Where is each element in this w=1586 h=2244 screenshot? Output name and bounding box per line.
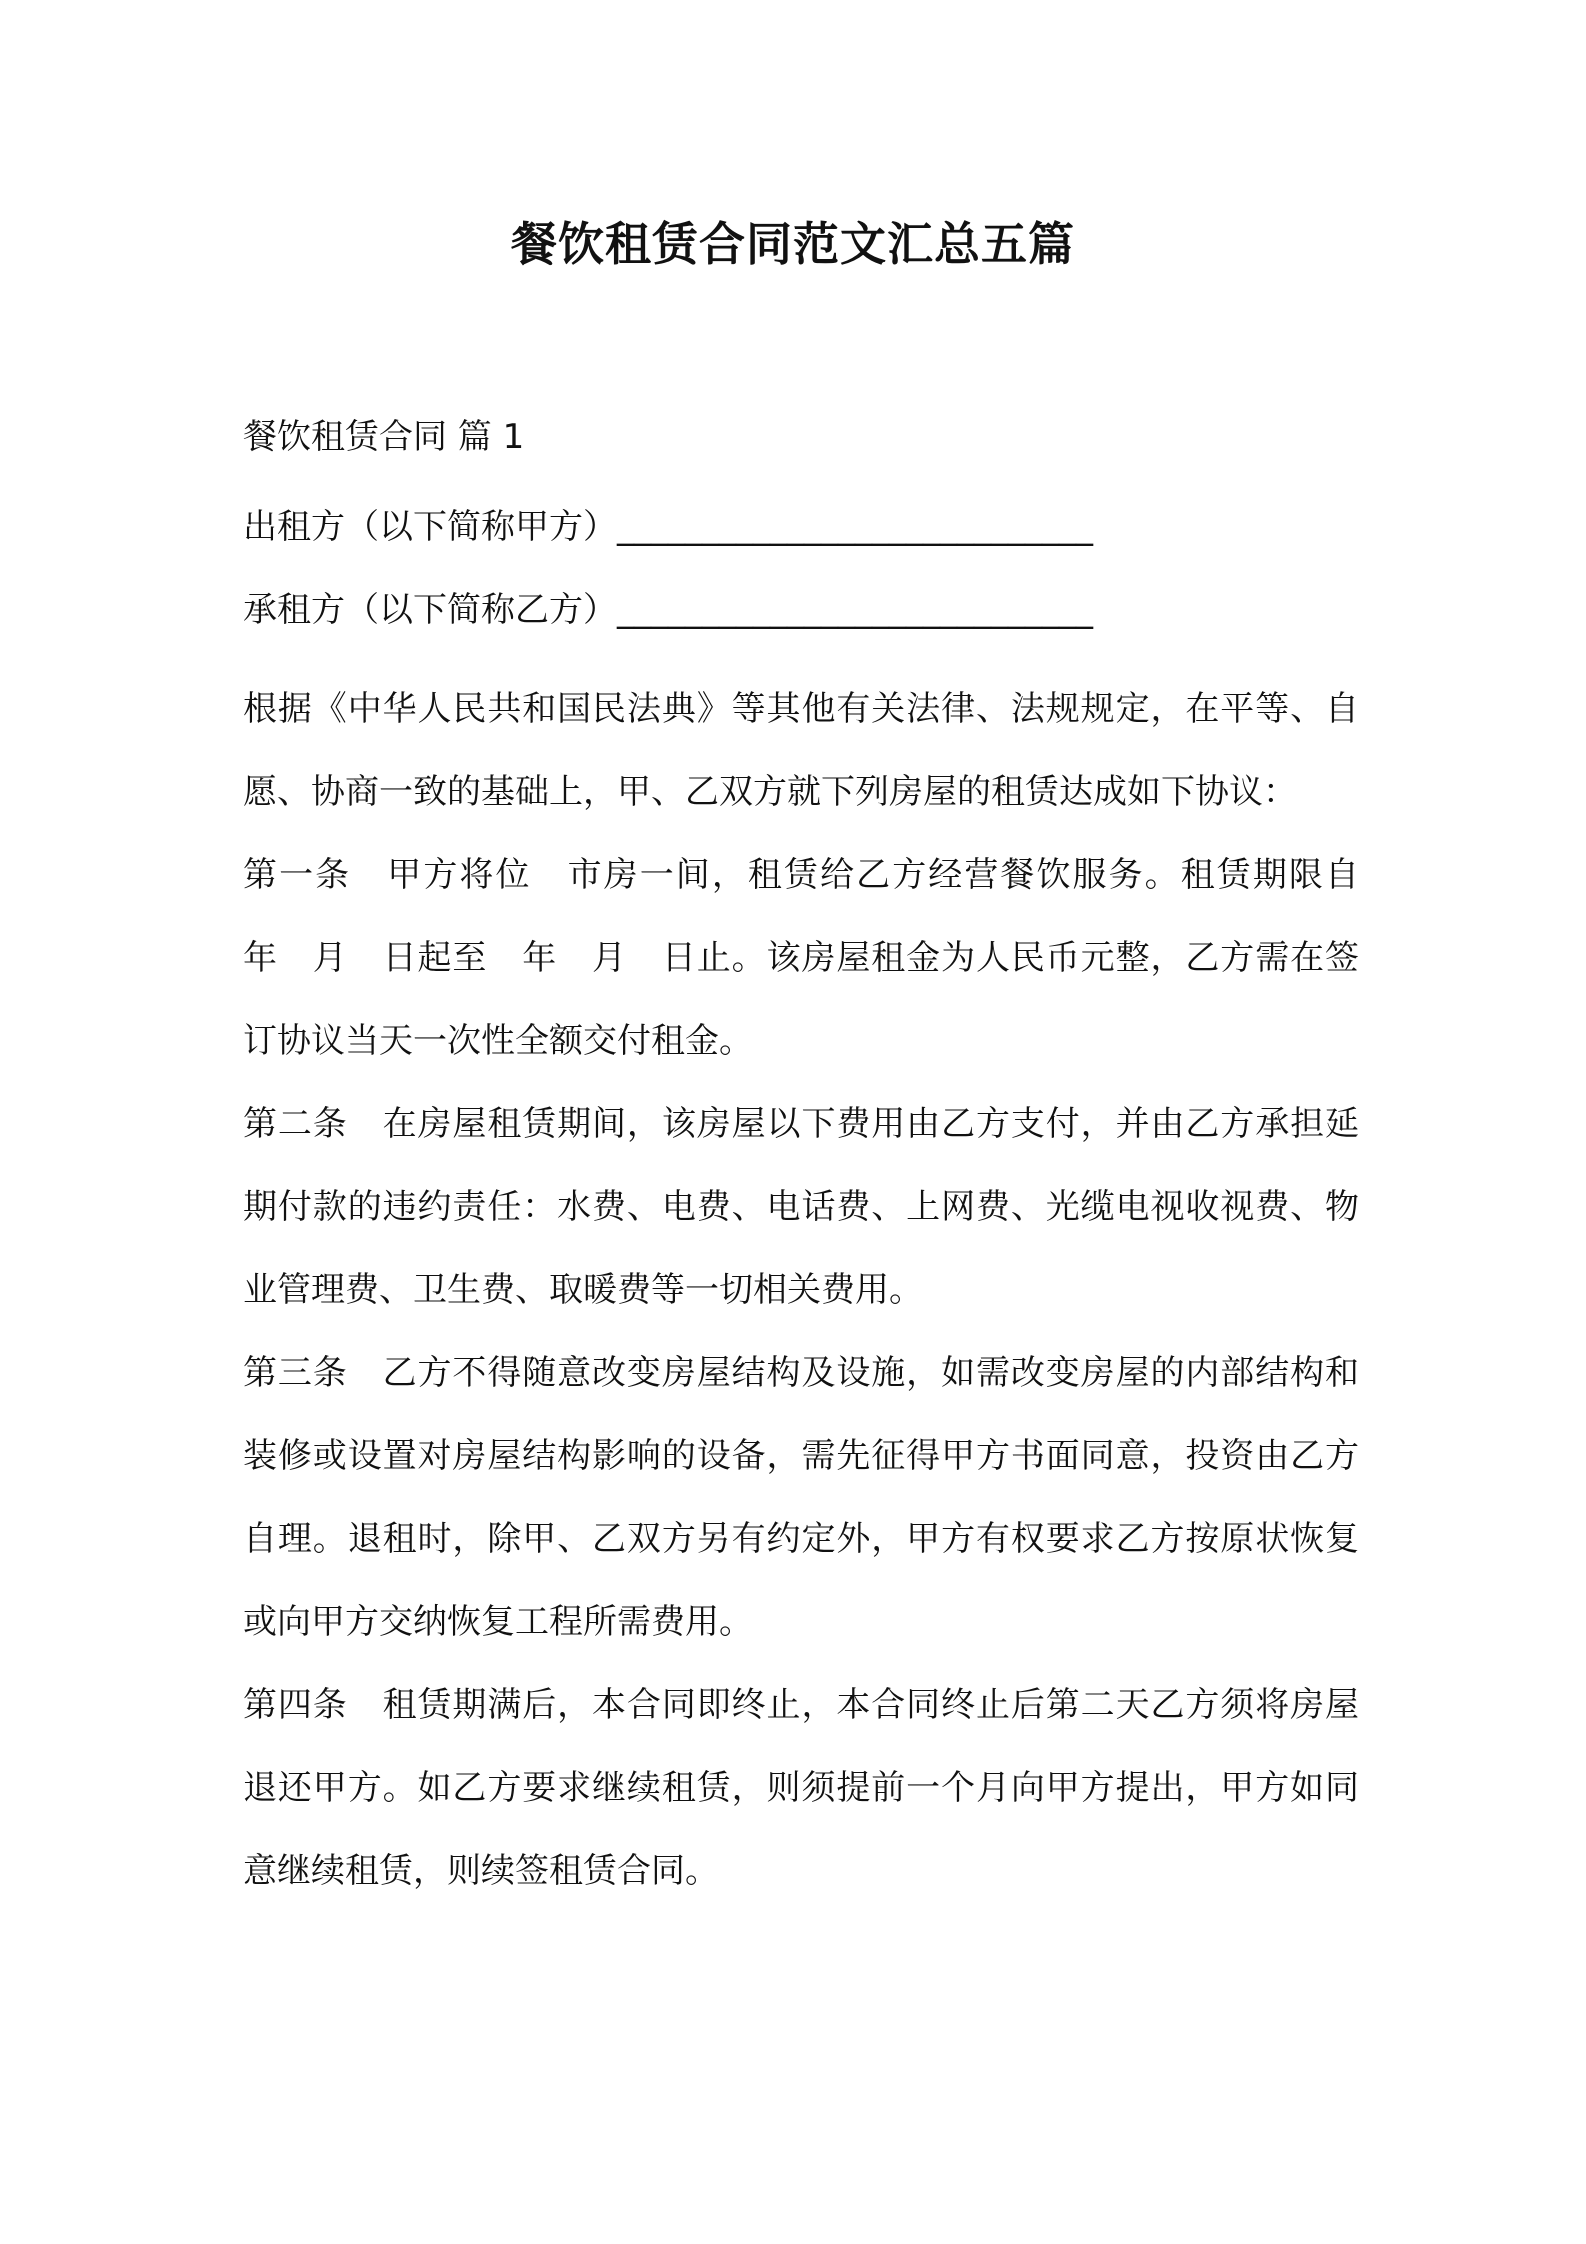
paragraph-article-3: 第三条 乙方不得随意改变房屋结构及设施，如需改变房屋的内部结构和装修或设置对房屋结构影响的设备，需先征得甲方书面同意，投资由乙方自理。退租时，除甲、乙双方另有约定外，甲方有权要求乙方按原状恢复或向甲方交纳恢复工程所需费用。 [243,1353,1359,1642]
paragraph-preamble: 根据《中华人民共和国民法典》等其他有关法律、法规规定，在平等、自愿、协商一致的基础上，甲、乙双方就下列房屋的租赁达成如下协议： [243,689,1359,812]
paragraph-article-2: 第二条 在房屋租赁期间，该房屋以下费用由乙方支付，并由乙方承担延期付款的违约责任：水费、电费、电话费、上网费、光缆电视收视费、物业管理费、卫生费、取暖费等一切相关费用。 [243,1104,1359,1310]
lessee-line: 承租方（以下简称乙方）____________________________ [243,590,1093,630]
paragraph-article-4: 第四条 租赁期满后，本合同即终止，本合同终止后第二天乙方须将房屋退还甲方。如乙方要求继续租赁，则须提前一个月向甲方提出，甲方如同意继续租赁，则续签租赁合同。 [243,1685,1359,1891]
document-title: 餐饮租赁合同范文汇总五篇 [511,217,1075,271]
section-heading: 餐饮租赁合同 篇 1 [243,417,525,457]
contract-body [243,668,1393,1913]
lessor-line: 出租方（以下简称甲方）____________________________ [243,507,1093,547]
paragraph-article-1: 第一条 甲方将位 市房一间，租赁给乙方经营餐饮服务。租赁期限自 年 月 日起至 年 月 日止。该房屋租金为人民币元整，乙方需在签订协议当天一次性全额交付租金。 [243,855,1393,1061]
